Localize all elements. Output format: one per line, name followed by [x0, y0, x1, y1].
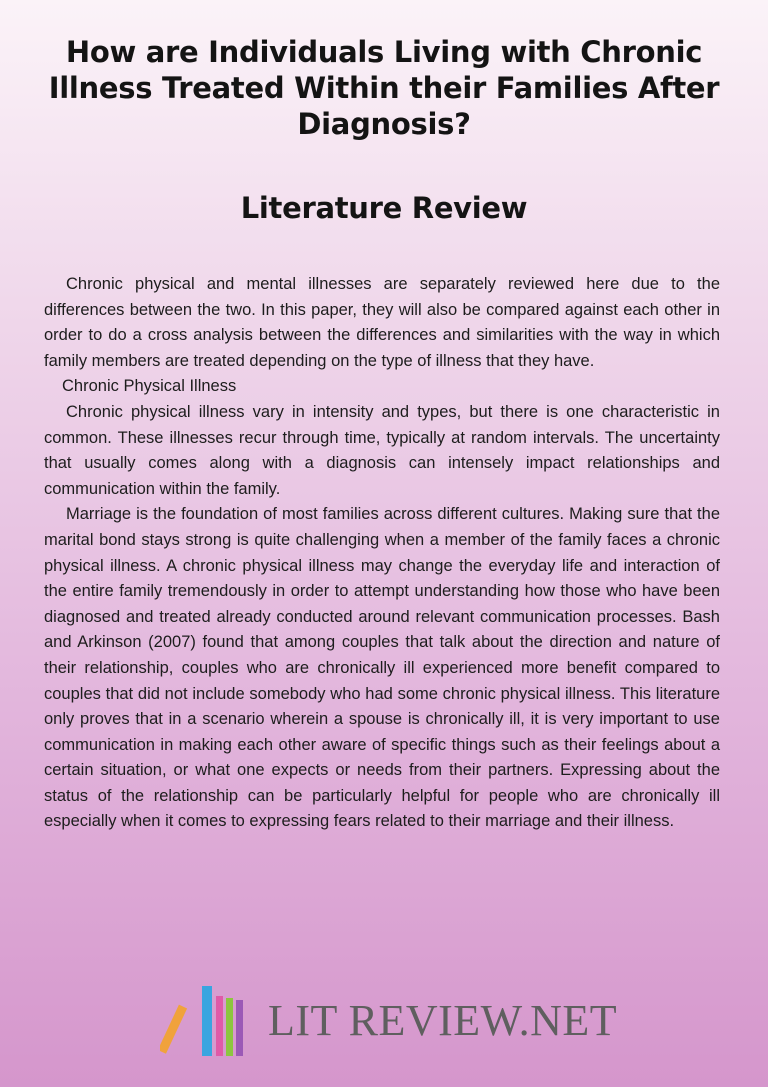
book-purple	[236, 1000, 243, 1056]
document-title: How are Individuals Living with Chronic Illness Treated Within their Families After Diagnosis?	[48, 35, 720, 141]
books-icon	[160, 984, 250, 1060]
document-body	[44, 272, 720, 835]
book-green	[226, 998, 233, 1056]
book-pink	[216, 996, 223, 1056]
book-orange	[160, 1005, 187, 1054]
marriage-paragraph: Marriage is the foundation of most families across different cultures. Making sure that the marital bond stays strong is quite challenging when a member of the family faces a chronic physical illness. A chronic physical illness may change the everyday life and interaction of the entire family tremendously in order to attempt understanding how those who have been diagnosed and treated already conducted around relevant communication processes. Bash and Arkinson (2007) found that among couples that talk about the direction and nature of their relationship, couples who are chronically ill experienced more benefit compared to couples that did not include somebody who had some chronic physical illness. This literature only proves that in a scenario wherein a spouse is chronically ill, it is very important to use communication in making each other aware of specific things such as their feelings about a certain situation, or what one expects or needs from their partners. Expressing about the status of the relationship can be particularly helpful for people who are chronically ill especially when it comes to expressing fears related to their marriage and their illness.	[44, 505, 720, 831]
intro-paragraph: Chronic physical and mental illnesses are separately reviewed here due to the differences between the two. In this paper, they will also be compared against each other in order to do a cross analysis between the differences and similarities with the way in which family members are treated depending on the type of illness that they have.	[44, 275, 720, 370]
book-blue	[202, 986, 212, 1056]
physical-illness-paragraph: Chronic physical illness vary in intensity and types, but there is one characteristic in common. These illnesses recur through time, typically at random intervals. The uncertainty that usually comes along with a diagnosis can intensely impact relationships and communication within the family.	[44, 402, 720, 498]
section-heading: Chronic Physical Illness	[62, 377, 237, 396]
logo-text: LIT REVIEW.NET	[268, 996, 618, 1045]
document-subtitle: Literature Review	[240, 191, 528, 225]
site-logo[interactable]	[160, 984, 618, 1060]
